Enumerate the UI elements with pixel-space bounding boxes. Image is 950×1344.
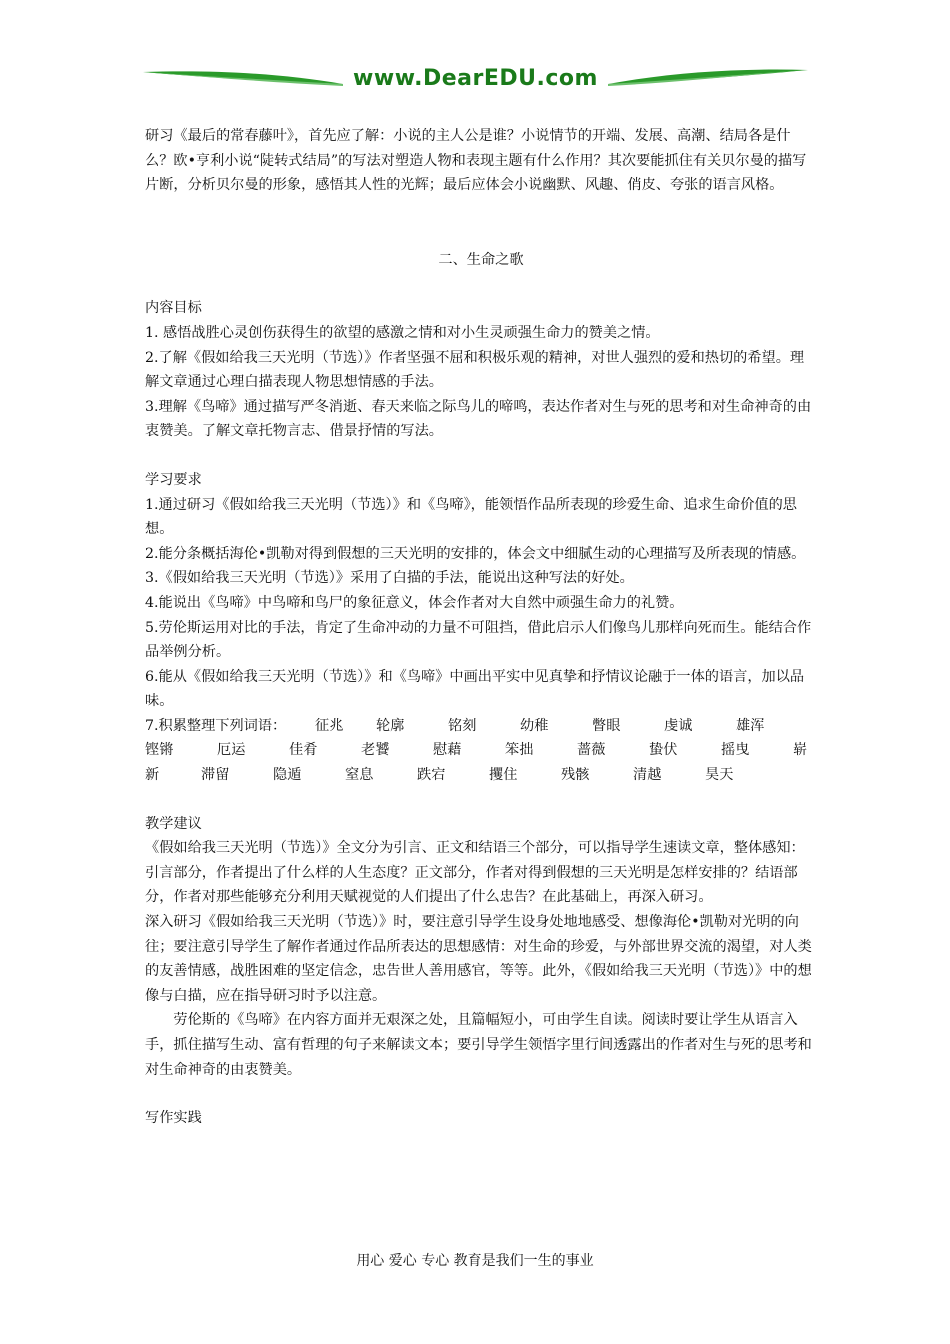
requirement-1: 1.通过研习《假如给我三天光明（节选）》和《鸟啼》，能领悟作品所表现的珍爱生命、追求生命价值的思想。 — [145, 496, 797, 538]
vocab-word: 昊天 — [705, 767, 734, 784]
document-body — [145, 124, 817, 1131]
vocab-row-1 — [145, 714, 817, 739]
vocab-word: 残骸 — [561, 767, 590, 784]
vocab-word: 瞥眼 — [592, 717, 621, 734]
intro-paragraph: 研习《最后的常春藤叶》，首先应了解：小说的主人公是谁？小说情节的开端、发展、高潮、结局各是什么？欧•亨利小说“陡转式结局”的写法对塑造人物和表现主题有什么作用？其次要能抓住有关贝尔曼的描写片断，分析贝尔曼的形象，感悟其人性的光辉；最后应体会小说幽默、风趣、俏皮、夸张的语言风格。 — [145, 128, 807, 194]
teaching-paragraph-1: 《假如给我三天光明（节选）》全文分为引言、正文和结语三个部分，可以指导学生速读文章，整体感知：引言部分，作者提出了什么样的人生态度？正文部分，作者对得到假想的三天光明是怎样安排的？结语部分，作者对那些能够充分利用天赋视觉的人们提出了什么忠告？在此基础上，再深入研习。 — [145, 840, 805, 906]
vocab-word: 摇曳 — [721, 742, 750, 759]
vocab-word: 笨拙 — [505, 742, 534, 759]
vocab-word: 攫住 — [489, 767, 518, 784]
vocab-word: 铿锵 — [145, 742, 174, 759]
requirement-3: 3.《假如给我三天光明（节选）》采用了白描的手法，能说出这种写法的好处。 — [145, 570, 634, 587]
vocab-word: 蔷薇 — [577, 742, 606, 759]
content-goal-2: 2.了解《假如给我三天光明（节选）》作者坚强不屈和积极乐观的精神，对世人强烈的爱和热切的希望。理解文章通过心理白描表现人物思想情感的手法。 — [145, 349, 805, 391]
vocab-word: 佳肴 — [289, 742, 318, 759]
vocab-word: 跌宕 — [417, 767, 446, 784]
vocab-word: 崭 — [793, 742, 808, 759]
vocab-word: 清越 — [633, 767, 662, 784]
site-name-logo[interactable]: www.DearEDU.com — [343, 66, 608, 91]
content-goals-heading: 内容目标 — [145, 300, 202, 317]
vocab-word: 征兆 — [315, 717, 344, 734]
vocab-row-2 — [145, 738, 817, 763]
vocab-word: 慰藉 — [433, 742, 462, 759]
vocab-word: 铭刻 — [448, 717, 477, 734]
requirement-5: 5.劳伦斯运用对比的手法，肯定了生命冲动的力量不可阻挡，借此启示人们像鸟儿那样向死而生。能结合作品举例分析。 — [145, 619, 812, 661]
page-footer: 用心 爱心 专心 教育是我们一生的事业 — [356, 1253, 594, 1269]
study-requirements-heading: 学习要求 — [145, 471, 202, 488]
vocab-word: 雄浑 — [736, 717, 765, 734]
vocab-word: 厄运 — [217, 742, 246, 759]
vocab-word: 窒息 — [345, 767, 374, 784]
vocab-word: 轮廓 — [376, 717, 405, 734]
section-title: 二、生命之歌 — [438, 251, 524, 268]
vocab-word: 滞留 — [201, 767, 230, 784]
vocab-word: 隐遁 — [273, 767, 302, 784]
vocab-row-3 — [145, 763, 817, 788]
teaching-paragraph-3: 劳伦斯的《鸟啼》在内容方面并无艰深之处，且篇幅短小，可由学生自读。阅读时要让学生从语言入手，抓住描写生动、富有哲理的句子来解读文本；要引导学生领悟字里行间透露出的作者对生与死的思考和对生命神奇的由衷赞美。 — [145, 1012, 812, 1078]
site-header — [143, 62, 808, 96]
teaching-paragraph-2: 深入研习《假如给我三天光明（节选）》时，要注意引导学生设身处地地感受、想像海伦•凯勒对光明的向往；要注意引导学生了解作者通过作品所表达的思想感情：对生命的珍爱，与外部世界交流的渴望，对人类的友善情感，战胜困难的坚定信念，忠告世人善用感官，等等。此外，《假如给我三天光明（节选）》中的想像与白描，应在指导研习时予以注意。 — [145, 914, 812, 1004]
requirement-4: 4.能说出《鸟啼》中鸟啼和鸟尸的象征意义，体会作者对大自然中顽强生命力的礼赞。 — [145, 594, 684, 611]
vocab-word: 幼稚 — [520, 717, 549, 734]
writing-practice-heading: 写作实践 — [145, 1110, 202, 1127]
vocab-word: 新 — [145, 767, 160, 784]
vocab-word: 老饕 — [361, 742, 390, 759]
vocabulary-list — [145, 714, 817, 788]
vocab-word: 虔诚 — [664, 717, 693, 734]
teaching-suggestions-heading: 教学建议 — [145, 815, 202, 832]
vocab-intro: 7.积累整理下列词语： — [145, 717, 287, 734]
requirement-6: 6.能从《假如给我三天光明（节选）》和《鸟啼》中画出平实中见真挚和抒情议论融于一体的语言，加以品味。 — [145, 668, 805, 710]
vocab-word: 蛰伏 — [649, 742, 678, 759]
content-goal-3: 3.理解《鸟啼》通过描写严冬消逝、春天来临之际鸟儿的啼鸣，表达作者对生与死的思考和对生命神奇的由衷赞美。了解文章托物言志、借景抒情的写法。 — [145, 398, 812, 440]
content-goal-1: 1. 感悟战胜心灵创伤获得生的欲望的感激之情和对小生灵顽强生命力的赞美之情。 — [145, 324, 660, 341]
requirement-2: 2.能分条概括海伦•凯勒对得到假想的三天光明的安排的，体会文中细腻生动的心理描写及所表现的情感。 — [145, 545, 806, 562]
